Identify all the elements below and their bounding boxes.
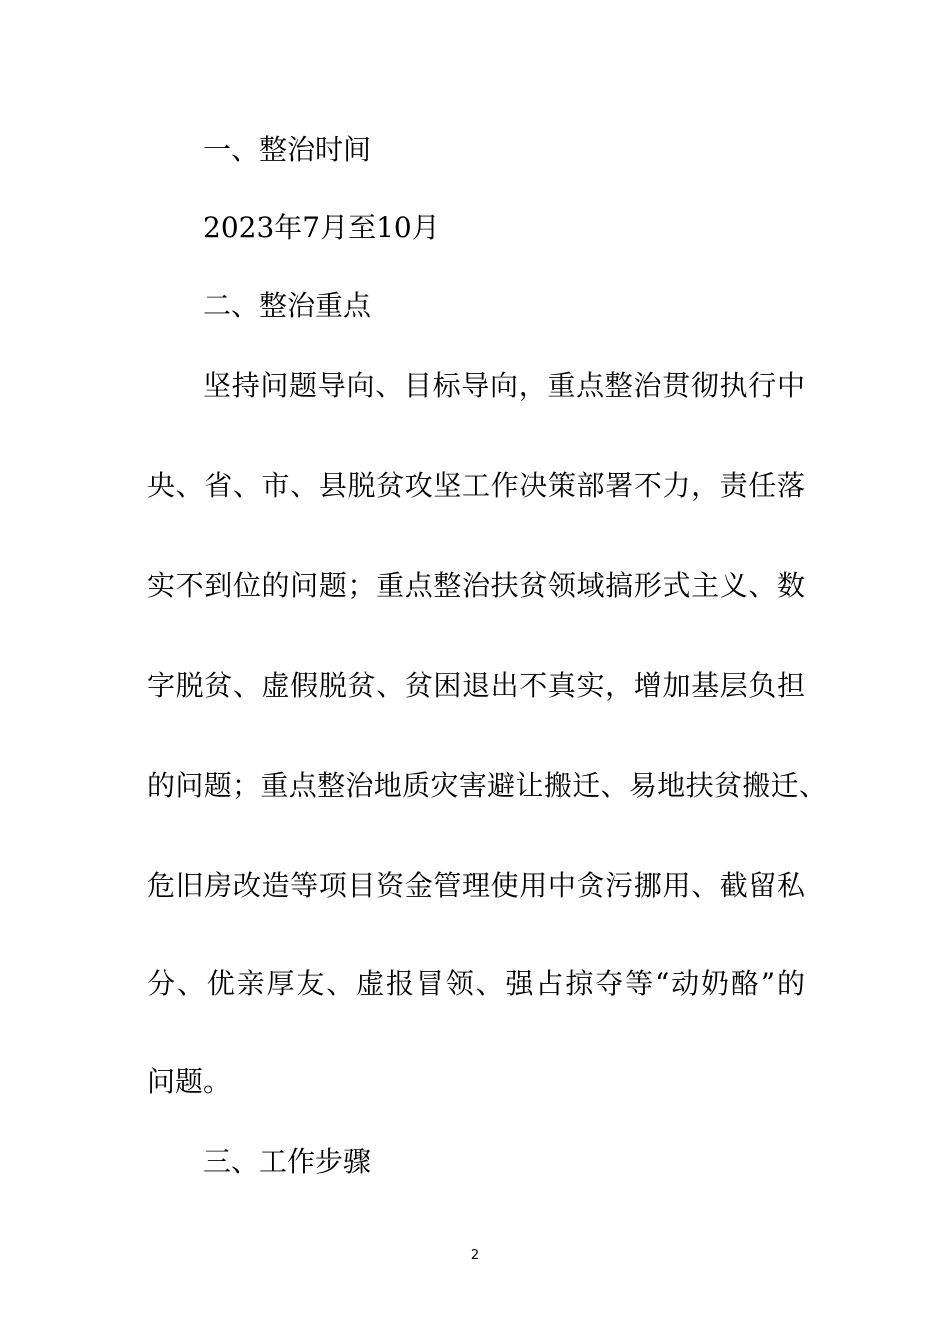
paragraph-line-7: 分、优亲厚友、虚报冒领、强占掠夺等“动奶酪”的 xyxy=(147,967,805,1000)
rectification-period: 2023年7月至10月 xyxy=(203,211,440,244)
paragraph-line-5: 的问题；重点整治地质灾害避让搬迁、易地扶贫搬迁、 xyxy=(147,769,827,802)
section-heading-time: 一、整治时间 xyxy=(203,133,372,166)
paragraph-line-1: 坚持问题导向、目标导向，重点整治贯彻执行中 xyxy=(203,369,805,402)
paragraph-line-6: 危旧房改造等项目资金管理使用中贪污挪用、截留私 xyxy=(147,869,805,902)
section-heading-steps: 三、工作步骤 xyxy=(203,1145,372,1178)
section-heading-focus: 二、整治重点 xyxy=(203,289,372,322)
paragraph-line-8: 问题。 xyxy=(147,1065,232,1098)
paragraph-line-2: 央、省、市、县脱贫攻坚工作决策部署不力，责任落 xyxy=(147,469,805,502)
page-number: 2 xyxy=(470,1248,480,1263)
paragraph-line-3: 实不到位的问题；重点整治扶贫领域搞形式主义、数 xyxy=(147,569,805,602)
paragraph-line-4: 字脱贫、虚假脱贫、贫困退出不真实，增加基层负担 xyxy=(147,669,805,702)
